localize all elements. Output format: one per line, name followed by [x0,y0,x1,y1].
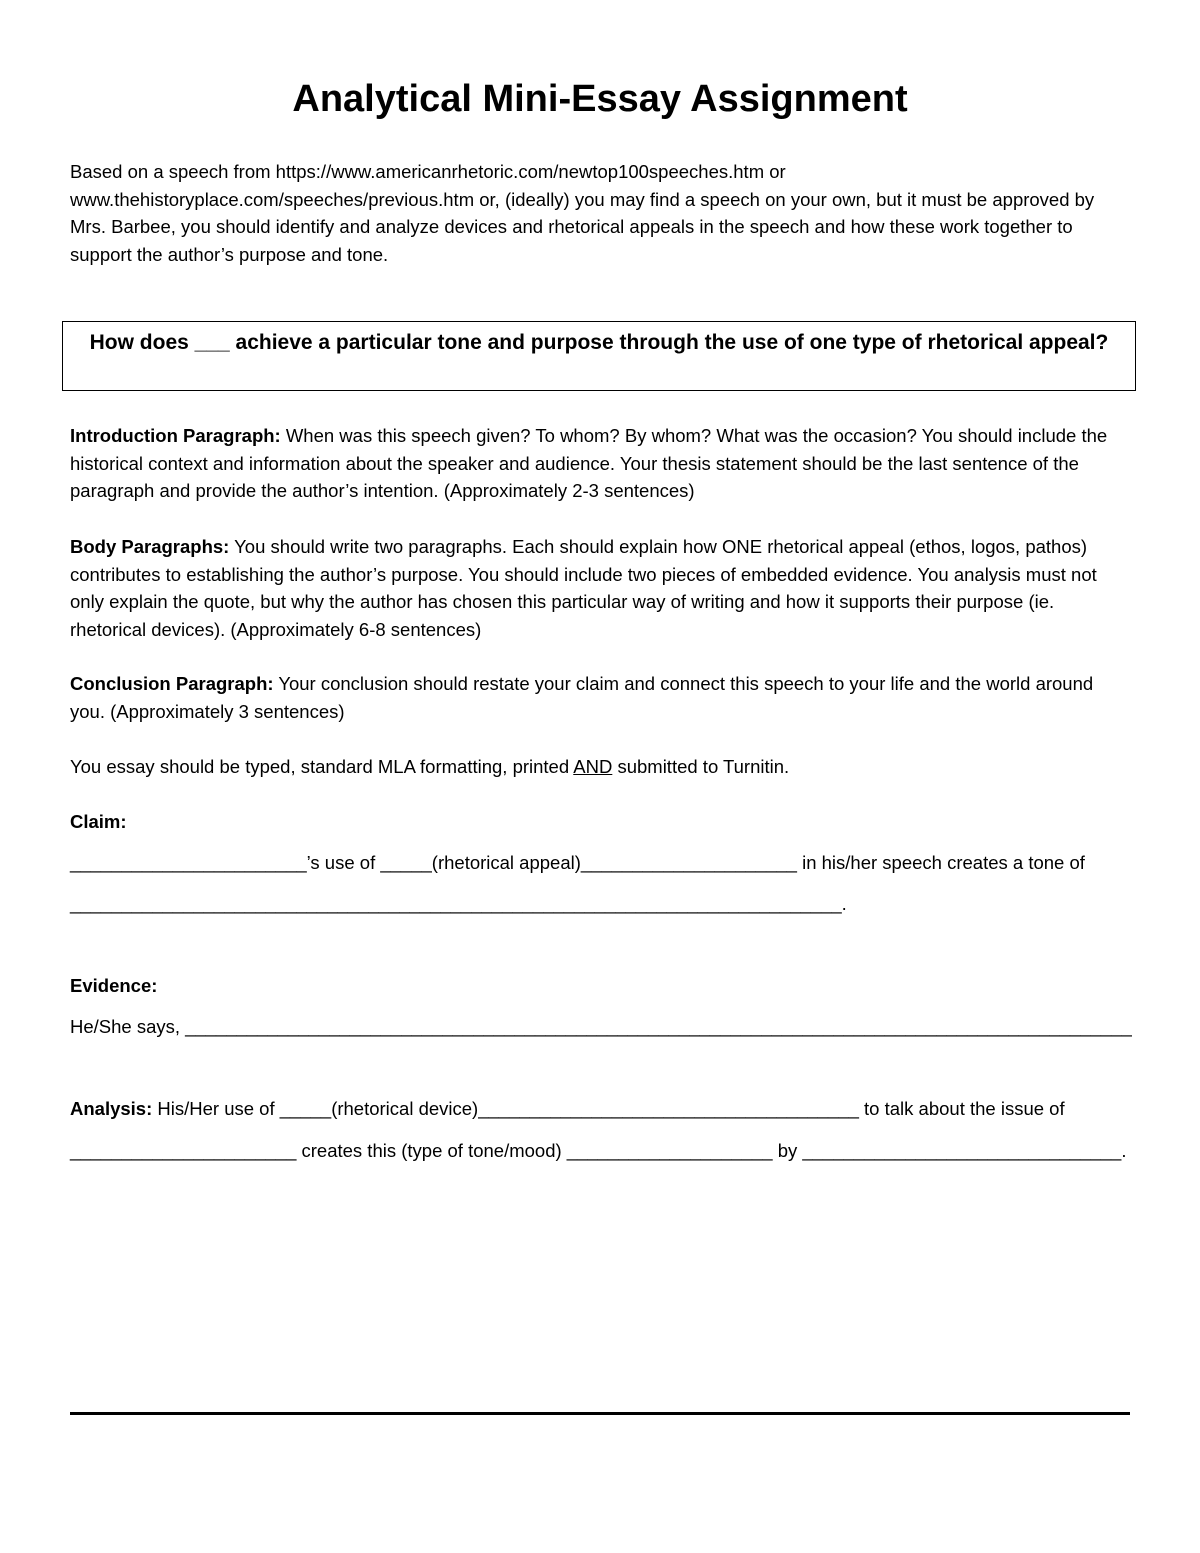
claim-label: Claim: [70,811,127,832]
introduction-text: When was this speech given? To whom? By whom? What was the occasion? You should include the historical context and information about the speaker and audience. Your thesis statement should be the last sentence of the paragraph and provide the author’s intention. (Approximately 2-3 sentences) [70,425,1108,501]
analysis-label: Analysis: [70,1098,153,1119]
claim-fill-line-2: ___________________________________________________________________________. [70,893,847,914]
format-note-emphasis: AND [573,756,613,777]
introduction-label: Introduction Paragraph: [70,425,281,446]
analysis-line-1-text: His/Her use of _____(rhetorical device)_____________________________________ to talk about the issue of [152,1098,1065,1119]
page-title: Analytical Mini-Essay Assignment [292,78,908,120]
bottom-divider [70,1412,1130,1415]
analysis-fill-line-2: ______________________ creates this (type of tone/mood) ____________________ by _______________________________. [70,1140,1127,1161]
conclusion-paragraph-instructions [70,670,1130,725]
evidence-label: Evidence: [70,975,158,996]
conclusion-label: Conclusion Paragraph: [70,673,274,694]
format-note-before: You essay should be typed, standard MLA formatting, printed [70,756,574,777]
intro-paragraph: Based on a speech from https://www.americanrhetoric.com/newtop100speeches.htm or www.thehistoryplace.com/speeches/previous.htm or, (ideally) you may find a speech on your own, but it must be approved by Mrs. Barbee, you should identify and analyze devices and rhetorical appeals in the speech and how these work together to support the author’s purpose and tone. [70,161,1095,265]
conclusion-text: Your conclusion should restate your claim and connect this speech to your life and the world around you. (Approximately 3 sentences) [70,673,1094,722]
body-label: Body Paragraphs: [70,536,230,557]
claim-fill-line-1: _______________________’s use of _____(rhetorical appeal)_____________________ in his/her speech creates a tone of [70,852,1085,873]
essay-question-box: How does ___ achieve a particular tone and purpose through the use of one type of rhetorical appeal? [62,321,1136,391]
analysis-fill-line-1 [70,1098,1065,1120]
format-note-after: submitted to Turnitin. [612,756,790,777]
introduction-paragraph-instructions [70,422,1130,505]
evidence-fill-line: He/She says, ____________________________________________________________________________________________ [70,1016,1132,1037]
format-note [70,753,1130,781]
body-text: You should write two paragraphs. Each should explain how ONE rhetorical appeal (ethos, logos, pathos) contributes to establishing the author’s purpose. You should include two pieces of embedded evidence. You analysis must not only explain the quote, but why the author has chosen this particular way of writing and how it supports their purpose (ie. rhetorical devices). (Approximately 6-8 sentences) [70,536,1097,640]
body-paragraphs-instructions [70,533,1130,643]
